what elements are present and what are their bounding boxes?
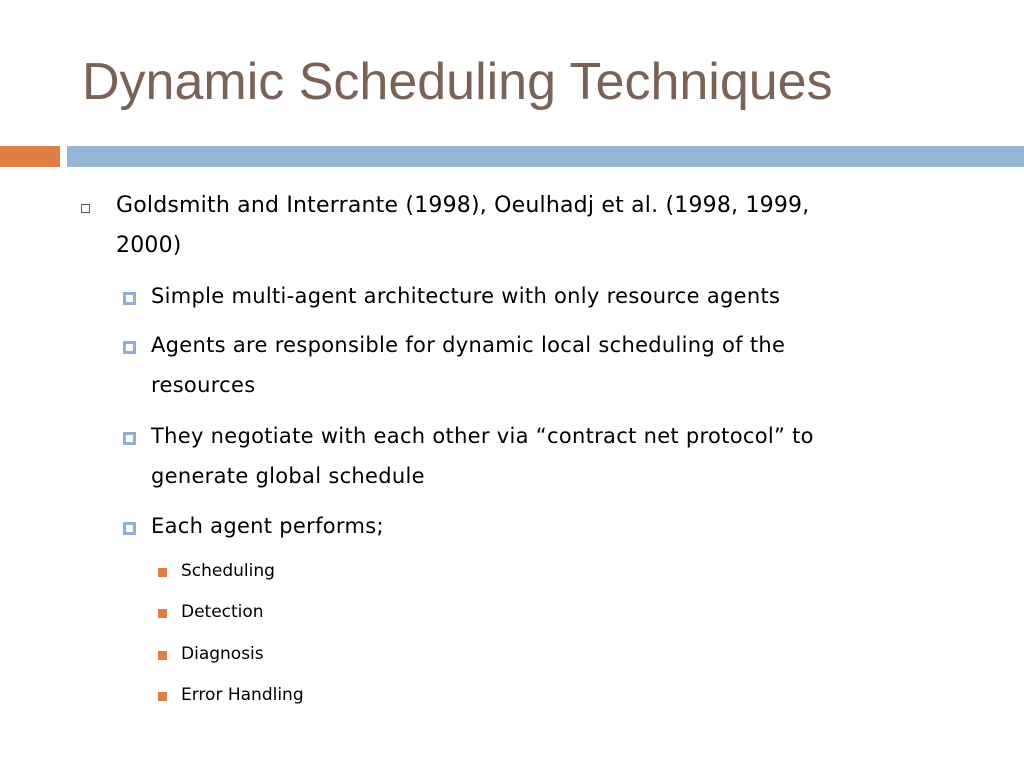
bullet-l1-line2: 2000) <box>116 233 182 258</box>
slide-title: Dynamic Scheduling Techniques <box>82 53 833 111</box>
bullet-l2-item-3-line2: generate global schedule <box>151 464 425 488</box>
filled-square-icon <box>158 692 167 701</box>
bullet-l2-item-1: Simple multi-agent architecture with only resource agents <box>151 284 781 308</box>
filled-square-icon <box>158 651 167 660</box>
filled-square-icon <box>158 568 167 577</box>
framed-square-icon <box>123 432 136 445</box>
bullet-l2-item-2-line2: resources <box>151 373 256 397</box>
framed-square-icon <box>123 341 136 354</box>
hollow-square-icon <box>81 204 90 213</box>
bullet-l2-item-3-line1: They negotiate with each other via “contract net protocol” to <box>151 424 814 448</box>
filled-square-icon <box>158 609 167 618</box>
framed-square-icon <box>123 292 136 305</box>
bullet-l1-line1: Goldsmith and Interrante (1998), Oeulhadj et al. (1998, 1999, <box>116 193 810 218</box>
bullet-l3-item-4: Error Handling <box>181 685 304 705</box>
framed-square-icon <box>123 522 136 535</box>
bullet-l3-item-2: Detection <box>181 602 264 622</box>
bullet-l3-item-1: Scheduling <box>181 561 275 581</box>
bullet-l2-item-4: Each agent performs; <box>151 514 384 538</box>
bullet-l2-item-2-line1: Agents are responsible for dynamic local scheduling of the <box>151 333 786 357</box>
bullet-l3-item-3: Diagnosis <box>181 644 264 664</box>
